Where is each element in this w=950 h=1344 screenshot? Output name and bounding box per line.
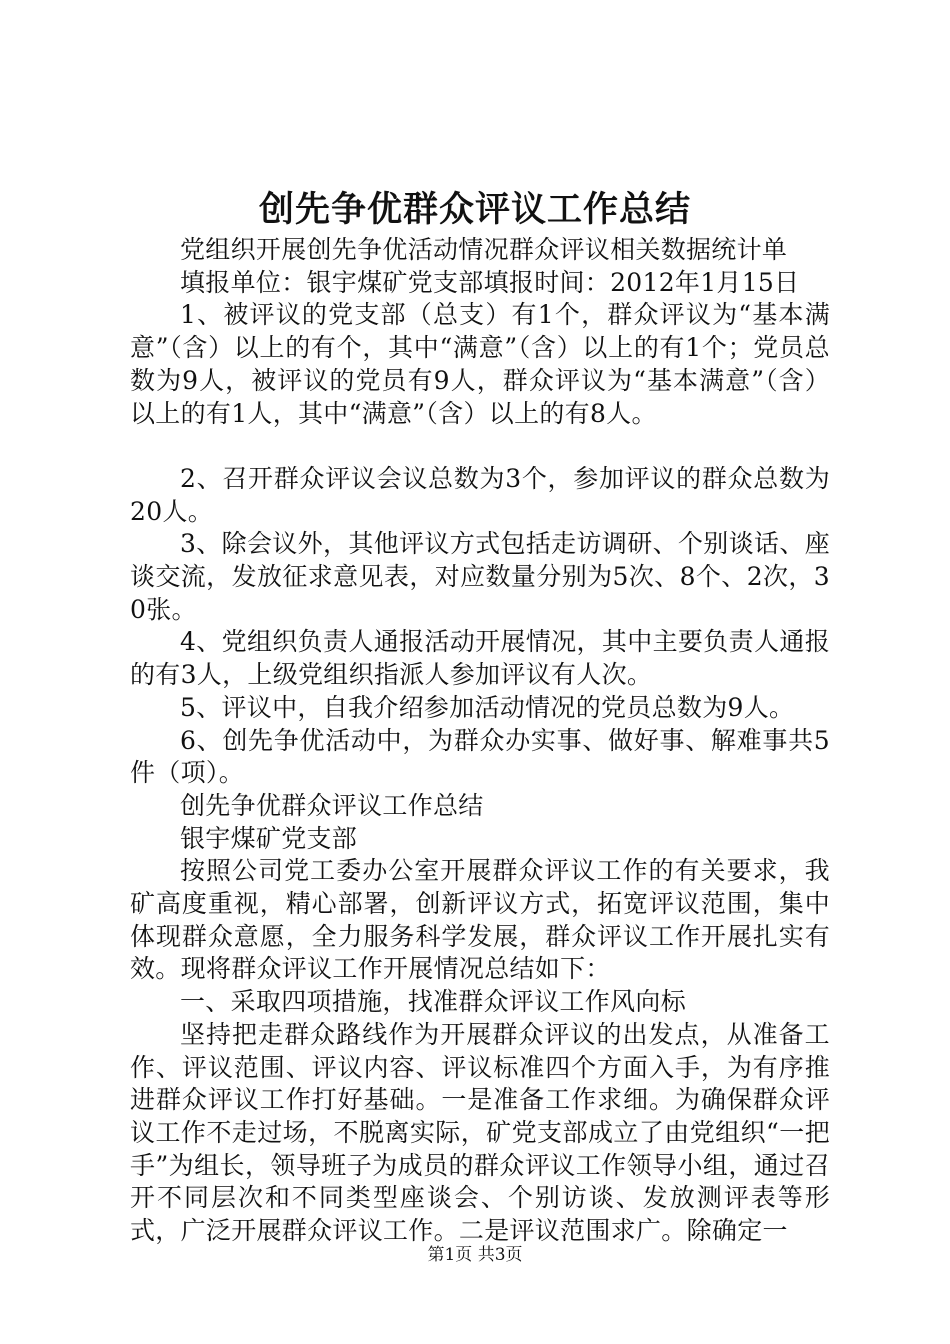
paragraph-item-6: 6、创先争优活动中，为群众办实事、做好事、解难事共5件（项）。 <box>130 725 830 788</box>
paragraph-section-1-body: 坚持把走群众路线作为开展群众评议的出发点，从准备工作、评议范围、评议内容、评议标准四个方面入手，为有序推进群众评议工作打好基础。一是准备工作求细。为确保群众评议工作不走过场，不脱离实际，矿党支部成立了由党组织“一把手”为组长，领导班子为成员的群众评议工作领导小组，通过召开不同层次和不同类型座谈会、个别访谈、发放测评表等形式，广泛开展群众评议工作。二是评议范围求广。除确定一 <box>130 1019 830 1246</box>
paragraph-stats-heading: 党组织开展创先争优活动情况群众评议相关数据统计单 <box>180 235 788 264</box>
paragraph-fill-info: 填报单位：银宇煤矿党支部填报时间：2012年1月15日 <box>180 267 800 297</box>
document-body <box>130 234 830 1248</box>
paragraph-summary-title: 创先争优群众评议工作总结 <box>180 790 484 820</box>
paragraph-item-2: 2、召开群众评议会议总数为3个，参加评议的群众总数为20人。 <box>130 463 830 526</box>
paragraph-item-5: 5、评议中，自我介绍参加活动情况的党员总数为9人。 <box>180 692 795 722</box>
paragraph-intro: 按照公司党工委办公室开展群众评议工作的有关要求，我矿高度重视，精心部署，创新评议方式，拓宽评议范围，集中体现群众意愿，全力服务科学发展，群众评议工作开展扎实有效。现将群众评议工作开展情况总结如下： <box>130 856 830 984</box>
paragraph-item-3: 3、除会议外，其他评议方式包括走访调研、个别谈话、座谈交流，发放征求意见表，对应数量分别为5次、8个、2次，30张。 <box>130 529 830 624</box>
paragraph-item-4: 4、党组织负责人通报活动开展情况，其中主要负责人通报的有3人，上级党组织指派人参加评议有人次。 <box>130 627 830 690</box>
paragraph-author: 银宇煤矿党支部 <box>180 823 358 853</box>
page-number-footer: 第1页 共3页 <box>427 1245 523 1265</box>
document-title: 创先争优群众评议工作总结 <box>258 189 691 230</box>
paragraph-item-1: 1、被评议的党支部（总支）有1个，群众评议为“基本满意”（含）以上的有个，其中“满意”（含）以上的有1个；党员总数为9人，被评议的党员有9人，群众评议为“基本满意”（含）以上的有1人，其中“满意”（含）以上的有8人。 <box>130 300 830 428</box>
paragraph-section-1-heading: 一、采取四项措施，找准群众评议工作风向标 <box>180 987 687 1017</box>
